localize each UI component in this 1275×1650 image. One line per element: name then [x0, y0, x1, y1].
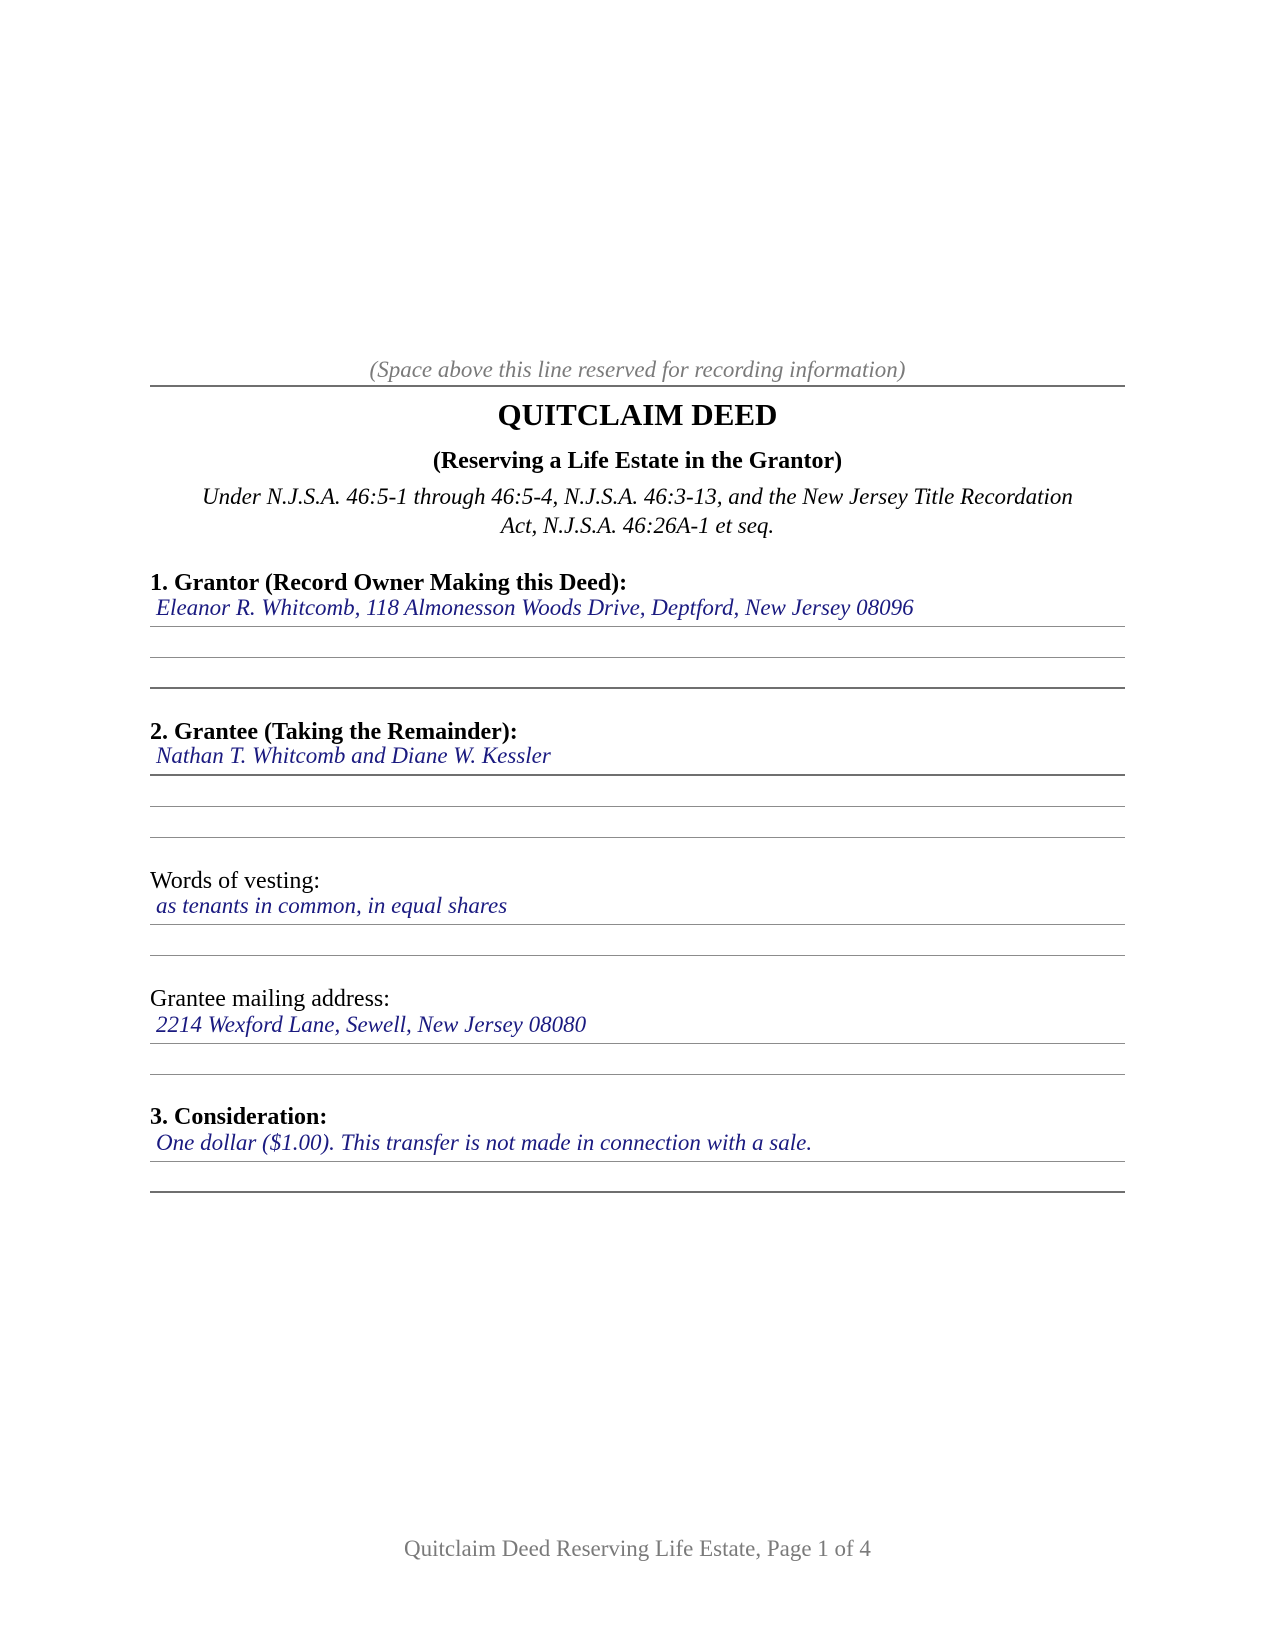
- vesting-line-1[interactable]: [150, 894, 1125, 925]
- vesting-line-2[interactable]: [150, 925, 1125, 956]
- grantee-line-1[interactable]: [150, 745, 1125, 776]
- statute-line-1: Under N.J.S.A. 46:5-1 through 46:5-4, N.J.S.A. 46:3-13, and the New Jersey Title Recordation: [202, 484, 1073, 509]
- consideration-line-2[interactable]: [150, 1162, 1125, 1193]
- grantee-heading: 2. Grantee (Taking the Remainder):: [150, 719, 518, 745]
- grantee-value: Nathan T. Whitcomb and Diane W. Kessler: [156, 743, 551, 768]
- grantor-value: Eleanor R. Whitcomb, 118 Almonesson Woods Drive, Deptford, New Jersey 08096: [156, 595, 914, 620]
- vesting-label: Words of vesting:: [150, 868, 321, 894]
- consideration-value: One dollar ($1.00). This transfer is not made in connection with a sale.: [156, 1130, 813, 1155]
- consideration-heading: 3. Consideration:: [150, 1104, 328, 1130]
- grantor-line-2[interactable]: [150, 627, 1125, 658]
- grantee-address-line-1[interactable]: [150, 1013, 1125, 1044]
- vesting-value: as tenants in common, in equal shares: [156, 893, 508, 918]
- grantor-heading: 1. Grantor (Record Owner Making this Deed):: [150, 570, 628, 596]
- recording-space-rule: [150, 385, 1125, 387]
- grantee-address-line-2[interactable]: [150, 1044, 1125, 1075]
- document-subtitle: (Reserving a Life Estate in the Grantor): [432, 448, 843, 474]
- grantee-line-2[interactable]: [150, 776, 1125, 807]
- grantor-line-3[interactable]: [150, 658, 1125, 689]
- grantee-address-label: Grantee mailing address:: [150, 986, 390, 1012]
- recording-space-note: (Space above this line reserved for recording information): [369, 357, 906, 382]
- statute-line-2: Act, N.J.S.A. 46:26A-1 et seq.: [500, 513, 775, 538]
- grantor-line-1[interactable]: [150, 596, 1125, 627]
- document-title: QUITCLAIM DEED: [497, 397, 778, 432]
- page-footer: Quitclaim Deed Reserving Life Estate, Page 1 of 4: [404, 1536, 871, 1561]
- consideration-line-1[interactable]: [150, 1131, 1125, 1162]
- deed-page: [150, 0, 1125, 1650]
- grantee-address-value: 2214 Wexford Lane, Sewell, New Jersey 08080: [156, 1012, 587, 1037]
- statute-reference: [150, 482, 1125, 540]
- grantee-line-3[interactable]: [150, 807, 1125, 838]
